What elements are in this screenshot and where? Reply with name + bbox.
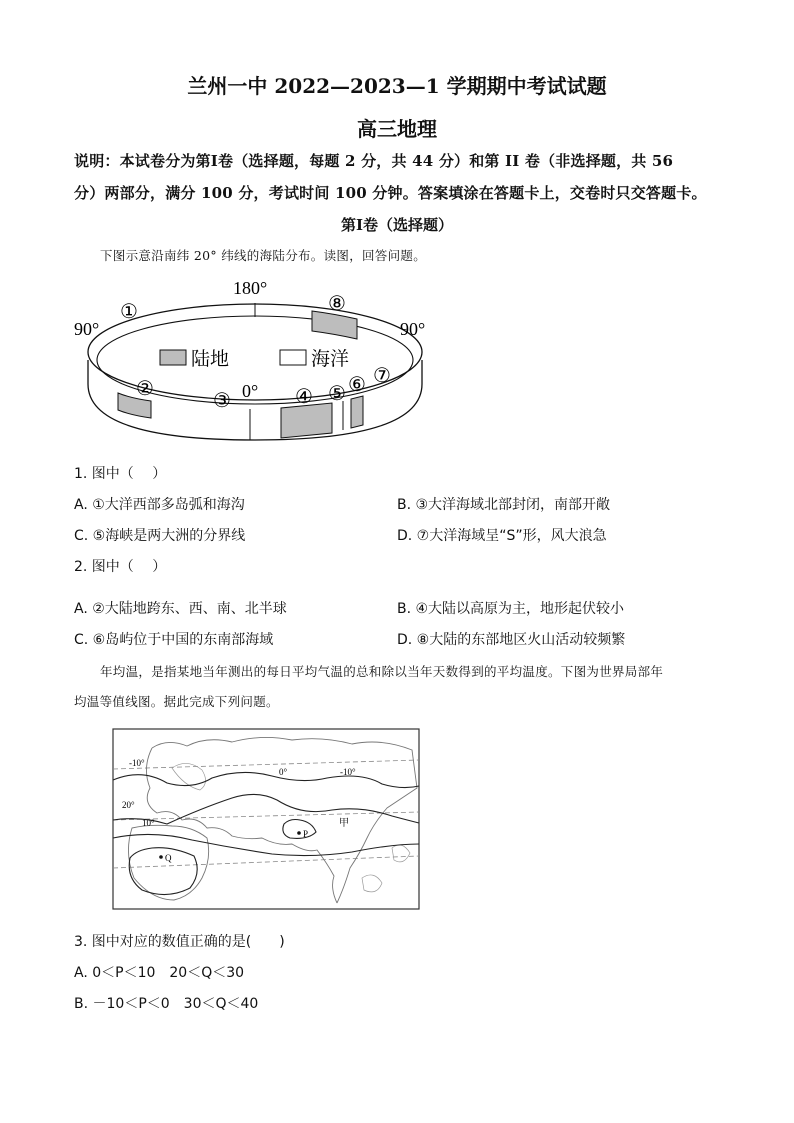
marker-7: ⑦: [373, 365, 391, 387]
instructions-line1: 说明：本试卷分为第Ⅰ卷（选择题，每题 2 分，共 44 分）和第 II 卷（非选择题，共 56: [74, 152, 674, 170]
legend-land-swatch: [160, 350, 186, 365]
question-1-option-b: B. ③大洋海域北部封闭，南部开敞: [397, 497, 611, 513]
iso-label-neg10-right: -10°: [340, 767, 356, 777]
land-segment-4: [281, 403, 332, 438]
page-subtitle: 高三地理: [357, 117, 437, 141]
marker-6: ⑥: [348, 374, 366, 396]
iso-label-neg10-left: -10°: [129, 758, 145, 768]
label-90-right: 90°: [400, 319, 426, 339]
label-0: 0°: [242, 381, 259, 401]
marker-2: ②: [136, 378, 154, 400]
question-2-option-d: D. ⑧大陆的东部地区火山活动较频繁: [397, 632, 626, 648]
marker-1: ①: [120, 301, 138, 323]
question-2-option-c: C. ⑥岛屿位于中国的东南部海域: [74, 632, 274, 648]
label-jia: 甲: [339, 818, 349, 829]
land-segment-6: [351, 396, 363, 428]
question-3-stem: 3. 图中对应的数值正确的是( ): [74, 934, 285, 950]
marker-4: ④: [295, 386, 313, 408]
question-1-stem: 1. 图中（ ）: [74, 466, 167, 482]
group2-intro-line2: 均温等值线图。据此完成下列问题。: [74, 694, 279, 709]
group2-intro-line1: 年均温，是指某地当年测出的每日平均气温的总和除以当年天数得到的平均温度。下图为世界局部年: [100, 664, 664, 679]
question-3-option-b: B. －10＜P＜0 30＜Q＜40: [74, 996, 259, 1012]
label-90-left: 90°: [74, 319, 100, 339]
iso-label-10: 10°: [142, 818, 155, 828]
marker-8: ⑧: [328, 293, 346, 315]
group1-intro: 下图示意沿南纬 20° 纬线的海陆分布。读图，回答问题。: [100, 248, 427, 263]
point-p-label: P: [303, 829, 309, 839]
instructions-line2: 分）两部分，满分 100 分，考试时间 100 分钟。答案填涂在答题卡上，交卷时只交答题卡。: [74, 184, 707, 202]
point-q-label: Q: [165, 853, 172, 863]
section-title: 第Ⅰ卷（选择题）: [340, 216, 454, 234]
marker-3: ③: [213, 390, 231, 412]
iso-label-20: 20°: [122, 800, 135, 810]
question-1-option-d: D. ⑦大洋海域呈“S”形，风大浪急: [397, 528, 607, 544]
question-2-stem: 2. 图中（ ）: [74, 559, 167, 575]
legend-ocean-swatch: [280, 350, 306, 365]
question-1-option-c: C. ⑤海峡是两大洲的分界线: [74, 528, 246, 544]
land-segment-8: [312, 311, 357, 339]
question-2-option-a: A. ②大陆地跨东、西、南、北半球: [74, 601, 287, 617]
label-180: 180°: [233, 278, 268, 298]
marker-5: ⑤: [328, 383, 346, 405]
latitude-ring-figure: [70, 272, 440, 447]
isotherm-map: [112, 728, 420, 910]
iso-label-0: 0°: [279, 767, 288, 777]
legend-land-label: 陆地: [191, 349, 230, 370]
question-1-option-a: A. ①大洋西部多岛弧和海沟: [74, 497, 245, 513]
question-2-option-b: B. ④大陆以高原为主，地形起伏较小: [397, 601, 625, 617]
legend-ocean-label: 海洋: [311, 349, 350, 370]
question-3-option-a: A. 0＜P＜10 20＜Q＜30: [74, 965, 245, 981]
page-title: 兰州一中 2022—2023—1 学期期中考试试题: [187, 74, 607, 98]
